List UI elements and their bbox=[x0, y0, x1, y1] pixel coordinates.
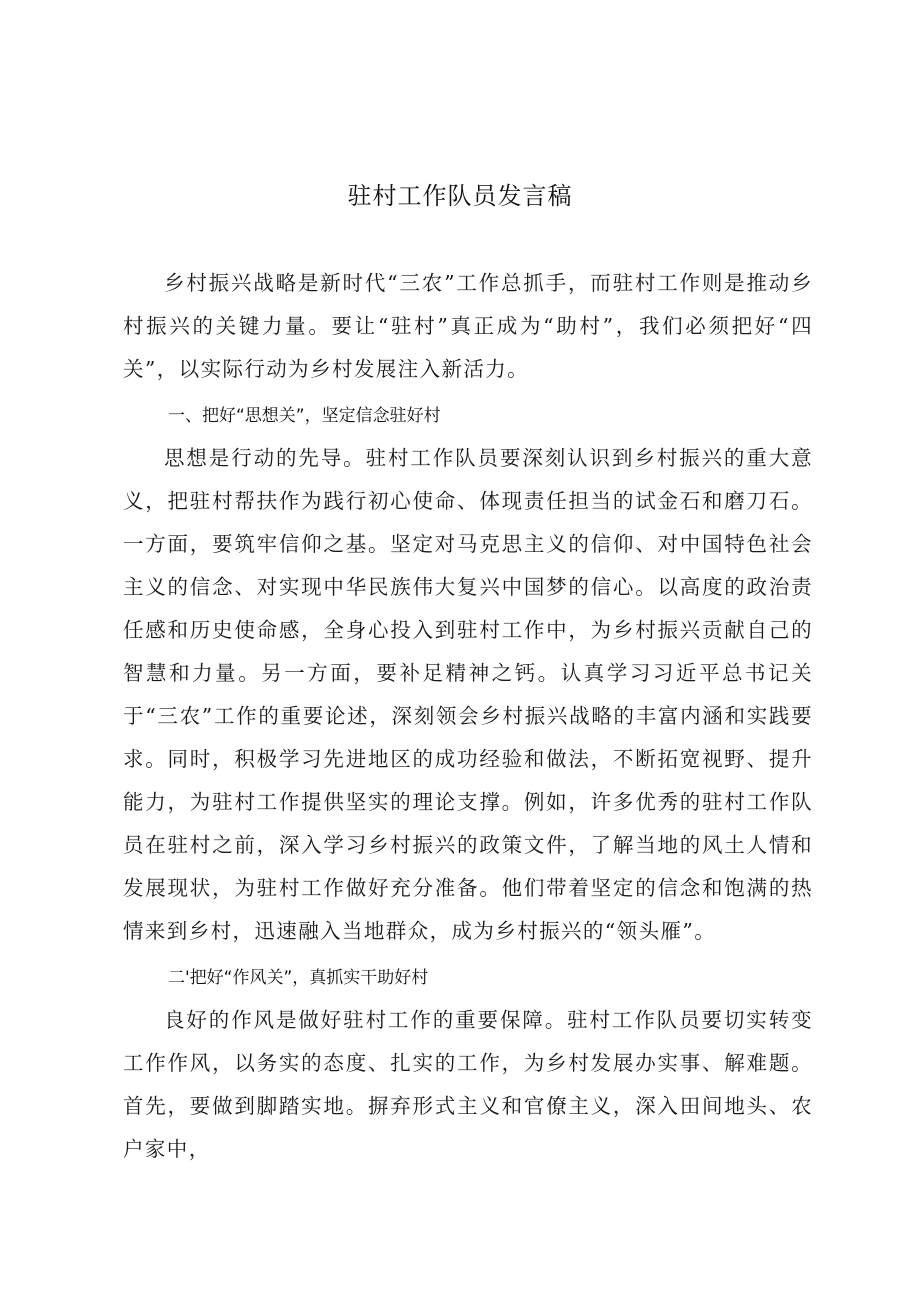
section-paragraph-2: 良好的作风是做好驻村工作的重要保障。驻村工作队员要切实转变工作作风，以务实的态度、扎实的工作，为乡村发展办实事、解难题。首先，要做到脚踏实地。摒弃形式主义和官僚主义，深入田间地头、农户家中， bbox=[123, 1008, 813, 1161]
document-title: 驻村工作队员发言稿 bbox=[347, 182, 573, 210]
section-heading-2: 二'把好“作风关”，真抓实干助好村 bbox=[168, 968, 429, 988]
intro-paragraph: 乡村振兴战略是新时代“三农”工作总抓手，而驻村工作则是推动乡村振兴的关键力量。要让“驻村”真正成为“助村”，我们必须把好“四关”，以实际行动为乡村发展注入新活力。 bbox=[123, 271, 813, 381]
document-body bbox=[123, 262, 813, 1171]
section-paragraph-1: 思想是行动的先导。驻村工作队员要深刻认识到乡村振兴的重大意义，把驻村帮扶作为践行初心使命、体现责任担当的试金石和磨刀石。一方面，要筑牢信仰之基。坚定对马克思主义的信仰、对中国特色社会主义的信念、对实现中华民族伟大复兴中国梦的信心。以高度的政治责任感和历史使命感，全身心投入到驻村工作中，为乡村振兴贡献自己的智慧和力量。另一方面，要补足精神之钙。认真学习习近平总书记关于“三农”工作的重要论述，深刻领会乡村振兴战略的丰富内涵和实践要求。同时，积极学习先进地区的成功经验和做法，不断拓宽视野、提升能力，为驻村工作提供坚实的理论支撑。例如，许多优秀的驻村工作队员在驻村之前，深入学习乡村振兴的政策文件，了解当地的风土人情和发展现状，为驻村工作做好充分准备。他们带着坚定的信念和饱满的热情来到乡村，迅速融入当地群众，成为乡村振兴的“领头雁”。 bbox=[123, 446, 813, 943]
section-heading-1: 一、把好“思想关”，坚定信念驻好村 bbox=[168, 406, 441, 426]
